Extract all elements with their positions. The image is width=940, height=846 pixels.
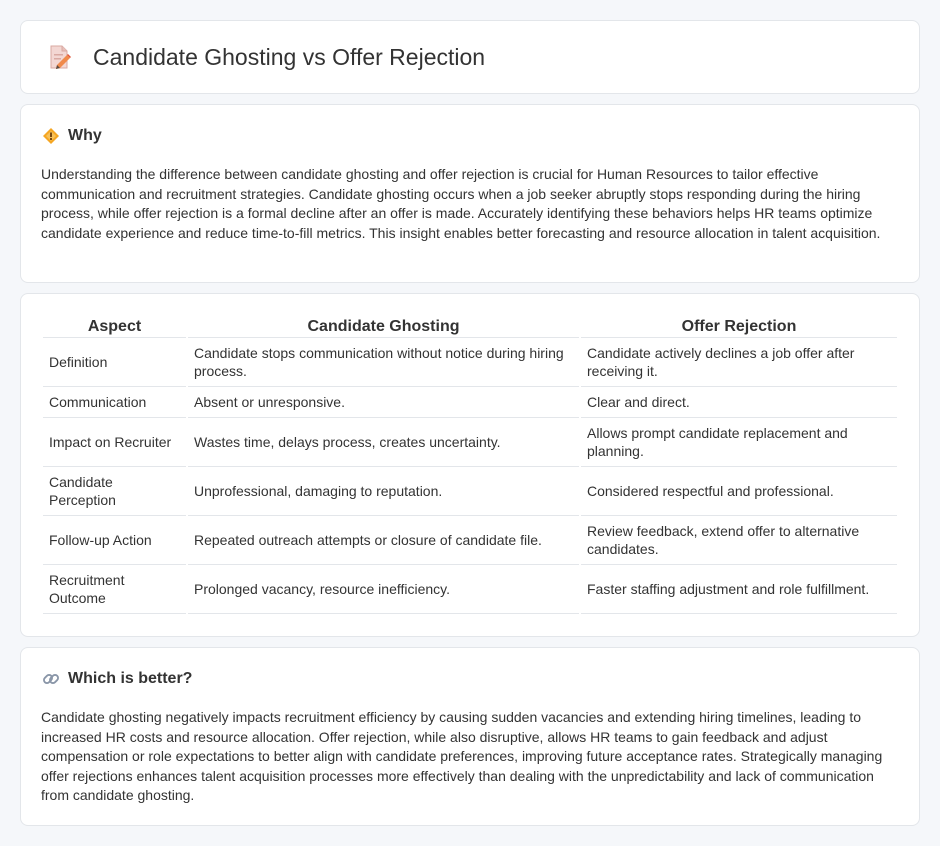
better-section bbox=[20, 647, 920, 826]
column-header-aspect: Aspect bbox=[43, 316, 186, 338]
comparison-section bbox=[20, 293, 920, 637]
table-row bbox=[43, 467, 897, 516]
table-row bbox=[43, 418, 897, 467]
aspect-cell: Follow-up Action bbox=[43, 516, 186, 565]
ghosting-cell: Unprofessional, damaging to reputation. bbox=[188, 467, 579, 516]
better-header bbox=[42, 670, 192, 688]
ghosting-cell: Repeated outreach attempts or closure of candidate file. bbox=[188, 516, 579, 565]
better-text: Candidate ghosting negatively impacts recruitment efficiency by causing sudden vacancies and extending hiring timelines, leading to increased HR costs and resource allocation. Offer rejection, while also disruptive, allows HR teams to gain feedback and adjust compensation or role expectations to better align with candidate preferences, improving future acceptance rates. Strategically managing offer rejections enhances talent acquisition processes more effectively than dealing with the unpredictability and lack of communication from candidate ghosting. bbox=[41, 709, 883, 804]
column-header-rejection: Offer Rejection bbox=[581, 316, 897, 338]
page-title: Candidate Ghosting vs Offer Rejection bbox=[93, 43, 486, 70]
rejection-cell: Allows prompt candidate replacement and planning. bbox=[581, 418, 897, 467]
ghosting-cell: Wastes time, delays process, creates uncertainty. bbox=[188, 418, 579, 467]
table-row bbox=[43, 338, 897, 387]
rejection-cell: Faster staffing adjustment and role fulfillment. bbox=[581, 565, 897, 614]
diamond-warning-icon bbox=[42, 127, 60, 145]
document-pencil-icon bbox=[45, 43, 73, 71]
why-header bbox=[42, 127, 102, 145]
rejection-cell: Clear and direct. bbox=[581, 387, 897, 418]
ghosting-cell: Candidate stops communication without notice during hiring process. bbox=[188, 338, 579, 387]
table-row bbox=[43, 516, 897, 565]
rejection-cell: Review feedback, extend offer to alternative candidates. bbox=[581, 516, 897, 565]
aspect-cell: Definition bbox=[43, 338, 186, 387]
table-row bbox=[43, 387, 897, 418]
rejection-cell: Candidate actively declines a job offer after receiving it. bbox=[581, 338, 897, 387]
why-section bbox=[20, 104, 920, 283]
title-row bbox=[45, 43, 485, 71]
why-title: Why bbox=[68, 127, 102, 144]
ghosting-cell: Prolonged vacancy, resource inefficiency. bbox=[188, 565, 579, 614]
aspect-cell: Recruitment Outcome bbox=[43, 565, 186, 614]
table-header-row bbox=[43, 316, 897, 338]
aspect-cell: Impact on Recruiter bbox=[43, 418, 186, 467]
why-text: Understanding the difference between candidate ghosting and offer rejection is crucial for Human Resources to tailor effective communication and recruitment strategies. Candidate ghosting occurs when a job seeker abruptly stops responding during the hiring process, while offer rejection is a formal decline after an offer is made. Accurately identifying these behaviors helps HR teams optimize candidate experience and reduce time-to-fill metrics. This insight enables better forecasting and resource allocation in talent acquisition. bbox=[41, 166, 881, 241]
rejection-cell: Considered respectful and professional. bbox=[581, 467, 897, 516]
better-title: Which is better? bbox=[68, 670, 193, 687]
column-header-ghosting: Candidate Ghosting bbox=[188, 316, 579, 338]
title-card bbox=[20, 20, 920, 94]
comparison-table bbox=[41, 316, 899, 614]
ghosting-cell: Absent or unresponsive. bbox=[188, 387, 579, 418]
table-row bbox=[43, 565, 897, 614]
link-icon bbox=[42, 670, 60, 688]
aspect-cell: Candidate Perception bbox=[43, 467, 186, 516]
aspect-cell: Communication bbox=[43, 387, 186, 418]
